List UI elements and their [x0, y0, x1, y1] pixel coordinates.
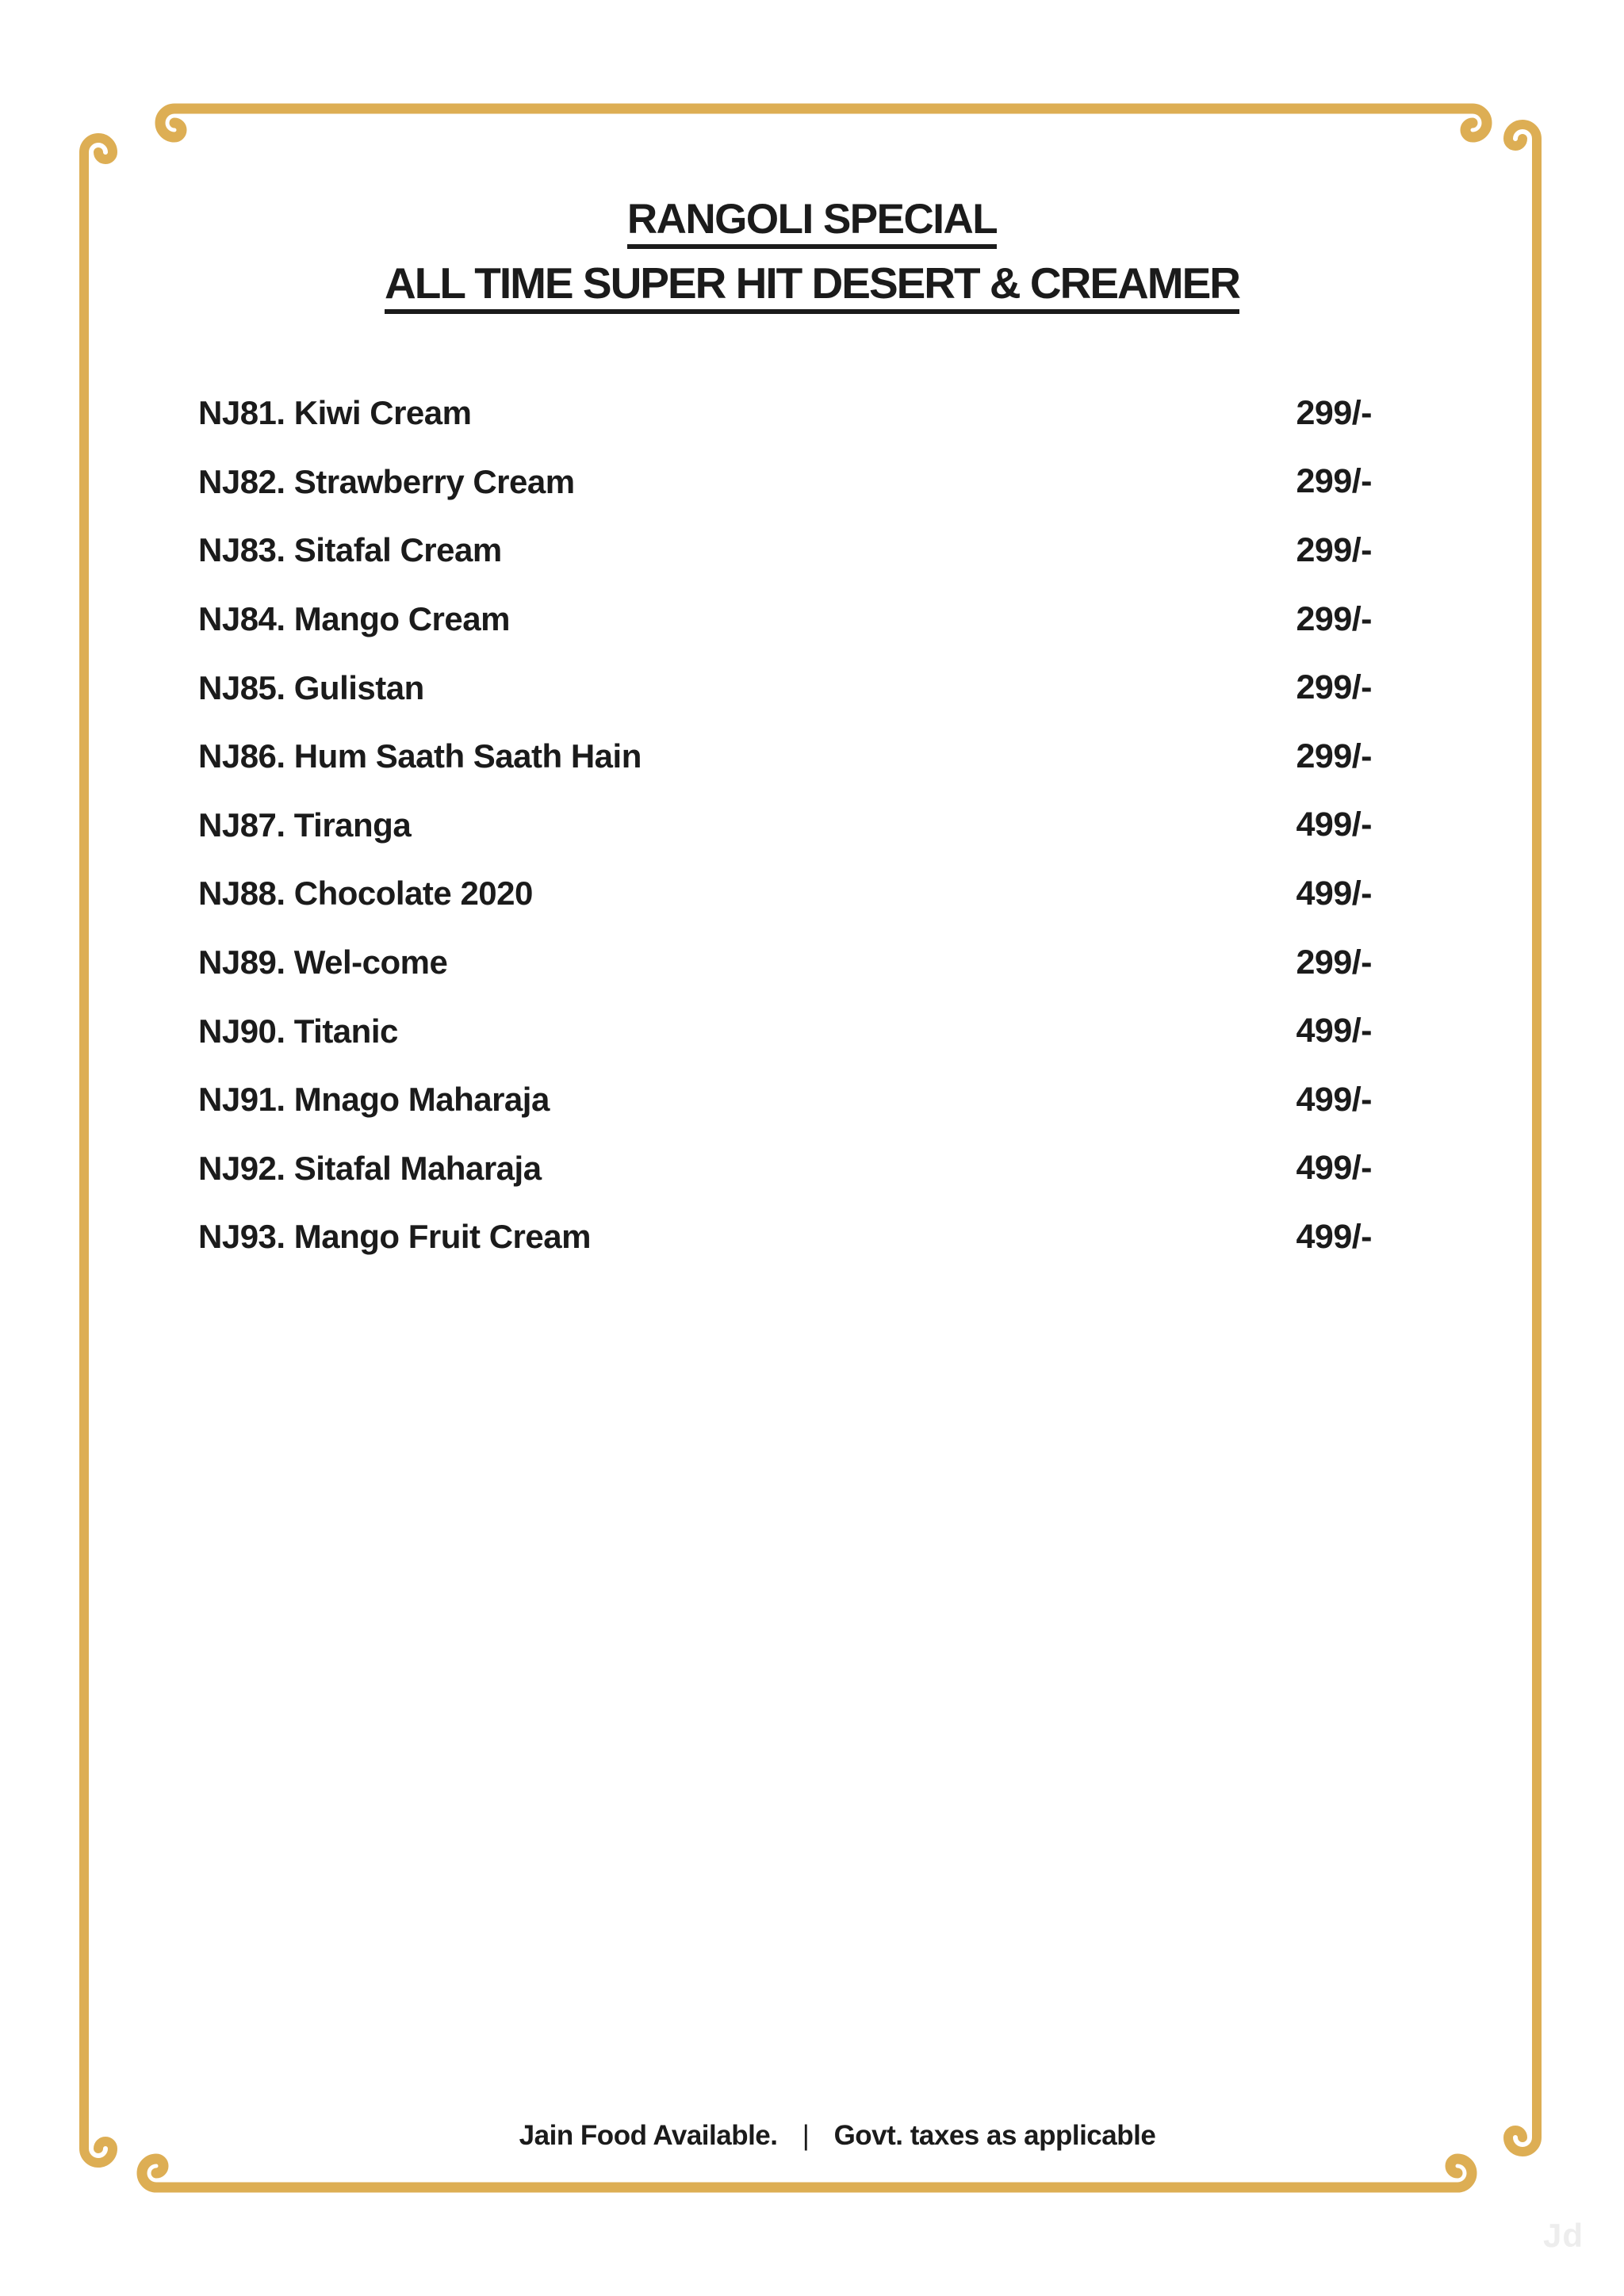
- menu-item-price: 299/-: [1296, 599, 1372, 638]
- menu-item-label: [198, 1012, 398, 1050]
- footer-separator: |: [802, 2120, 810, 2151]
- menu-item-row: [198, 722, 1372, 791]
- menu-item-price: 299/-: [1296, 943, 1372, 982]
- menu-item-price: 299/-: [1296, 530, 1372, 569]
- menu-item-row: [198, 1066, 1372, 1135]
- menu-item-code: NJ90.: [198, 1012, 285, 1050]
- menu-item-price: 299/-: [1296, 393, 1372, 432]
- menu-item-row: [198, 379, 1372, 448]
- menu-item-row: [198, 516, 1372, 585]
- menu-item-list: [198, 379, 1372, 1272]
- menu-item-name: Mango Fruit Cream: [293, 1218, 591, 1256]
- section-subtitle-line: [0, 258, 1624, 314]
- page-title: RANGOLI SPECIAL: [627, 198, 997, 249]
- menu-item-row: [198, 653, 1372, 722]
- menu-item-name: Strawberry Cream: [293, 462, 575, 500]
- frame-right-line: [1508, 124, 1537, 2152]
- menu-item-code: NJ82.: [198, 462, 285, 500]
- page-subtitle: ALL TIME SUPER HIT DESERT & CREAMER: [385, 262, 1239, 314]
- frame-left-line: [84, 138, 113, 2163]
- menu-item-row: [198, 997, 1372, 1066]
- menu-header: [0, 198, 1624, 314]
- menu-item-price: 499/-: [1296, 1149, 1372, 1188]
- justdial-watermark: Jd: [1543, 2217, 1584, 2254]
- menu-item-row: [198, 791, 1372, 860]
- menu-item-code: NJ84.: [198, 600, 285, 638]
- menu-item-row: [198, 585, 1372, 654]
- menu-item-code: NJ87.: [198, 806, 285, 844]
- menu-item-label: [198, 1081, 550, 1119]
- menu-item-name: Hum Saath Saath Hain: [293, 737, 642, 775]
- menu-item-code: NJ86.: [198, 737, 285, 775]
- menu-item-row: [198, 928, 1372, 997]
- menu-item-label: [198, 806, 411, 844]
- menu-item-row: [198, 1203, 1372, 1272]
- footer-jain-note: Jain Food Available.: [519, 2120, 778, 2151]
- menu-item-name: Sitafal Cream: [293, 531, 502, 569]
- menu-item-label: [198, 1150, 542, 1188]
- menu-item-code: NJ92.: [198, 1149, 285, 1187]
- menu-item-label: [198, 1218, 591, 1256]
- menu-item-name: Mango Cream: [293, 600, 510, 638]
- menu-item-code: NJ93.: [198, 1218, 285, 1256]
- menu-item-price: 299/-: [1296, 462, 1372, 501]
- menu-item-name: Titanic: [293, 1012, 398, 1050]
- menu-item-name: Wel-come: [293, 943, 448, 982]
- menu-item-name: Mnago Maharaja: [293, 1081, 550, 1119]
- menu-item-code: NJ81.: [198, 394, 285, 432]
- menu-item-label: [198, 669, 424, 707]
- menu-item-name: Chocolate 2020: [293, 874, 533, 913]
- menu-item-code: NJ91.: [198, 1081, 285, 1119]
- menu-item-code: NJ88.: [198, 874, 285, 913]
- menu-item-label: [198, 394, 472, 432]
- menu-item-name: Kiwi Cream: [293, 394, 472, 432]
- menu-item-label: [198, 737, 642, 775]
- menu-item-label: [198, 463, 575, 501]
- menu-item-name: Gulistan: [293, 668, 424, 706]
- menu-item-label: [198, 531, 502, 569]
- menu-item-row: [198, 1135, 1372, 1203]
- menu-item-label: [198, 943, 447, 982]
- menu-item-price: 499/-: [1296, 874, 1372, 913]
- menu-item-code: NJ83.: [198, 531, 285, 569]
- menu-item-label: [198, 874, 533, 913]
- menu-item-price: 299/-: [1296, 668, 1372, 707]
- frame-bottom-line: [142, 2159, 1472, 2187]
- menu-item-row: [198, 859, 1372, 928]
- menu-item-name: Sitafal Maharaja: [293, 1149, 542, 1187]
- menu-item-name: Tiranga: [293, 806, 412, 844]
- footer-note: [198, 2120, 1477, 2152]
- menu-item-price: 299/-: [1296, 737, 1372, 775]
- section-title-line: [0, 198, 1624, 249]
- menu-item-price: 499/-: [1296, 1012, 1372, 1050]
- frame-top-line: [160, 109, 1487, 137]
- menu-item-price: 499/-: [1296, 1217, 1372, 1256]
- menu-item-code: NJ89.: [198, 943, 285, 982]
- footer-tax-note: Govt. taxes as applicable: [833, 2120, 1156, 2151]
- menu-item-row: [198, 448, 1372, 517]
- menu-item-label: [198, 600, 510, 638]
- menu-item-price: 499/-: [1296, 806, 1372, 844]
- menu-item-price: 499/-: [1296, 1080, 1372, 1119]
- menu-item-code: NJ85.: [198, 668, 285, 706]
